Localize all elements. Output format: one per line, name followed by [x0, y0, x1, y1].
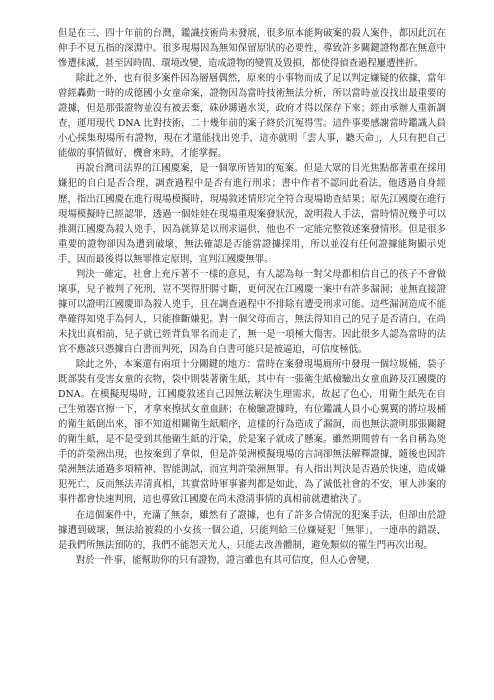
document-page — [58, 26, 446, 568]
paragraph-4: 判決一確定，社會上充斥著不一樣的意見，有人認為每一對父母都相信自己的孩子不會做壞事，兒子被判了死刑，豈不哭得肝腸寸斷，更何況在江國慶一案中有許多漏洞；並無直接證據可以證明江國慶即為殺人兇手，且在調查過程中不排除有遭受刑求可能。這些漏洞造成不能準確得知兇手為何人，只能推斷嫌犯。對一個父母而言，無法得知自己的兒子是否清白，在尚未找出真相前，兒子就已經背負罪名而走了，無一是一項極大傷害。因此很多人認為當時的法官不應該只憑據自白書而判死，因為自白書可能只是被逼迫，可信度極低。 — [58, 268, 446, 355]
paragraph-7: 對於一件事，能幫助你的只有證物，證言雖也有其可信度，但人心會變， — [75, 554, 376, 566]
paragraph-6: 在這個案件中，充滿了無奈，雖然有了證據，也有了許多合情況的犯案手法，但卻由於證據遭到破壞，無法給被殺的小女孩一個公道，只能判給三位嫌疑犯「無罪」，一連串的錯誤，是我們所無法預防的，我們不能怨天尤人，只能去改善體制，避免類似的罹生門再次出現。 — [58, 509, 446, 551]
paragraph-2: 除此之外，也有很多案件因為層層偶然，原來的小事物而成了足以判定嫌疑的依據，當年曾經轟動一時的成德國小女童命案，證物因為當時技術無法分析，所以當時並沒找出最重要的證據，但是那張證物並沒有被丟棄，硃砂縣過水災，政府才得以保存下來；經由承辦人重新調查，運用現代 DNA 比對技術，二十幾年前的案子終於沉冤得雪。這件事要感謝當時鑑識人員小心採集現場所有證物，現在才還能找出兇手，這亦就明「雲人事，聽天命」，人只有把自己能做的事情做好，機會來時，才能掌握。 — [58, 73, 446, 160]
paragraph-5: 除此之外，本案還有兩項十分關鍵的地方：當時在案發現場廁所中發現一個垃圾桶，袋子既部裝有受害女童的衣物，袋中則裝著衛生紙，其中有一張衛生紙檢驗出女童血跡及江國慶的 DNA。在模擬現場時，江國慶敘述自己因無法解決生理需求，故起了色心，用衛生紙先在自己生殖器官擦一下，才拿來擦拭女童血跡；在檢驗證據時，有位鑑識人員小心翼翼的將垃圾桶的衛生紙倒出來，卻不知道相關衛生紙順序，這樣的行為造成了漏洞，而也無法證明那張關鍵的衛生紙，是不是受到其他衛生紙的汙染，於是案子就成了懸案。雖然期間曾有一名自稱為兇手的許榮洲出現，也按案到了拿似，但是許榮洲模擬現場的言詞卻無法解釋證據，隨後也因許榮洲無法通過多項精神、智能測試，而宣判許榮洲無罪。有人指出判決是否過於快速，造成嫌犯死亡，反而無法弄清真相，其實當時軍事審判都是如此，為了減低社會的不安，軍人涉案的事件都會快速判刑，這也導致江國慶在尚未澄清事情的真相前就遭槍決了。 — [58, 359, 446, 506]
paragraph-1: 但是在三、四十年前的台灣，鑑識技術尚未發展，很多原本能夠破案的殺人案件，都因此沉在伸手不見五指的深淵中。很多現場因為無知保留原狀的必要性，導致許多關鍵證物都在無意中慘遭抹滅，甚至因時間、環境改變，造成證物的變質及毀損，都使得偵查過程屢遭挫折。 — [58, 28, 446, 70]
paragraph-3: 再說台灣司法界的江國慶案，是一個眾所皆知的冤案。但是大眾的目光焦點都著重在採用嫌犯的自白是否合理，調查過程中是否有進行刑求；書中作者不認同此看法，他透過自身經歷，指出江國慶在進行現場模擬時，現場敘述情形完全符合現場勘查結果；原先江國慶在進行現場模擬時已經認罪，透過一個娃娃在現場重現案發狀況，說明殺人手法，當時情況幾乎可以推測江國慶為殺人兇手，因為就算是以刑求逼供，他也不一定能完整敘述案發情形。但是很多重要的證物卻因為遭到破壞，無法確認是否能當證據採用，所以並沒有任何證據能夠顯示兇手，因而最後得以無罪推定原則，宣判江國慶無罪。 — [58, 163, 446, 265]
